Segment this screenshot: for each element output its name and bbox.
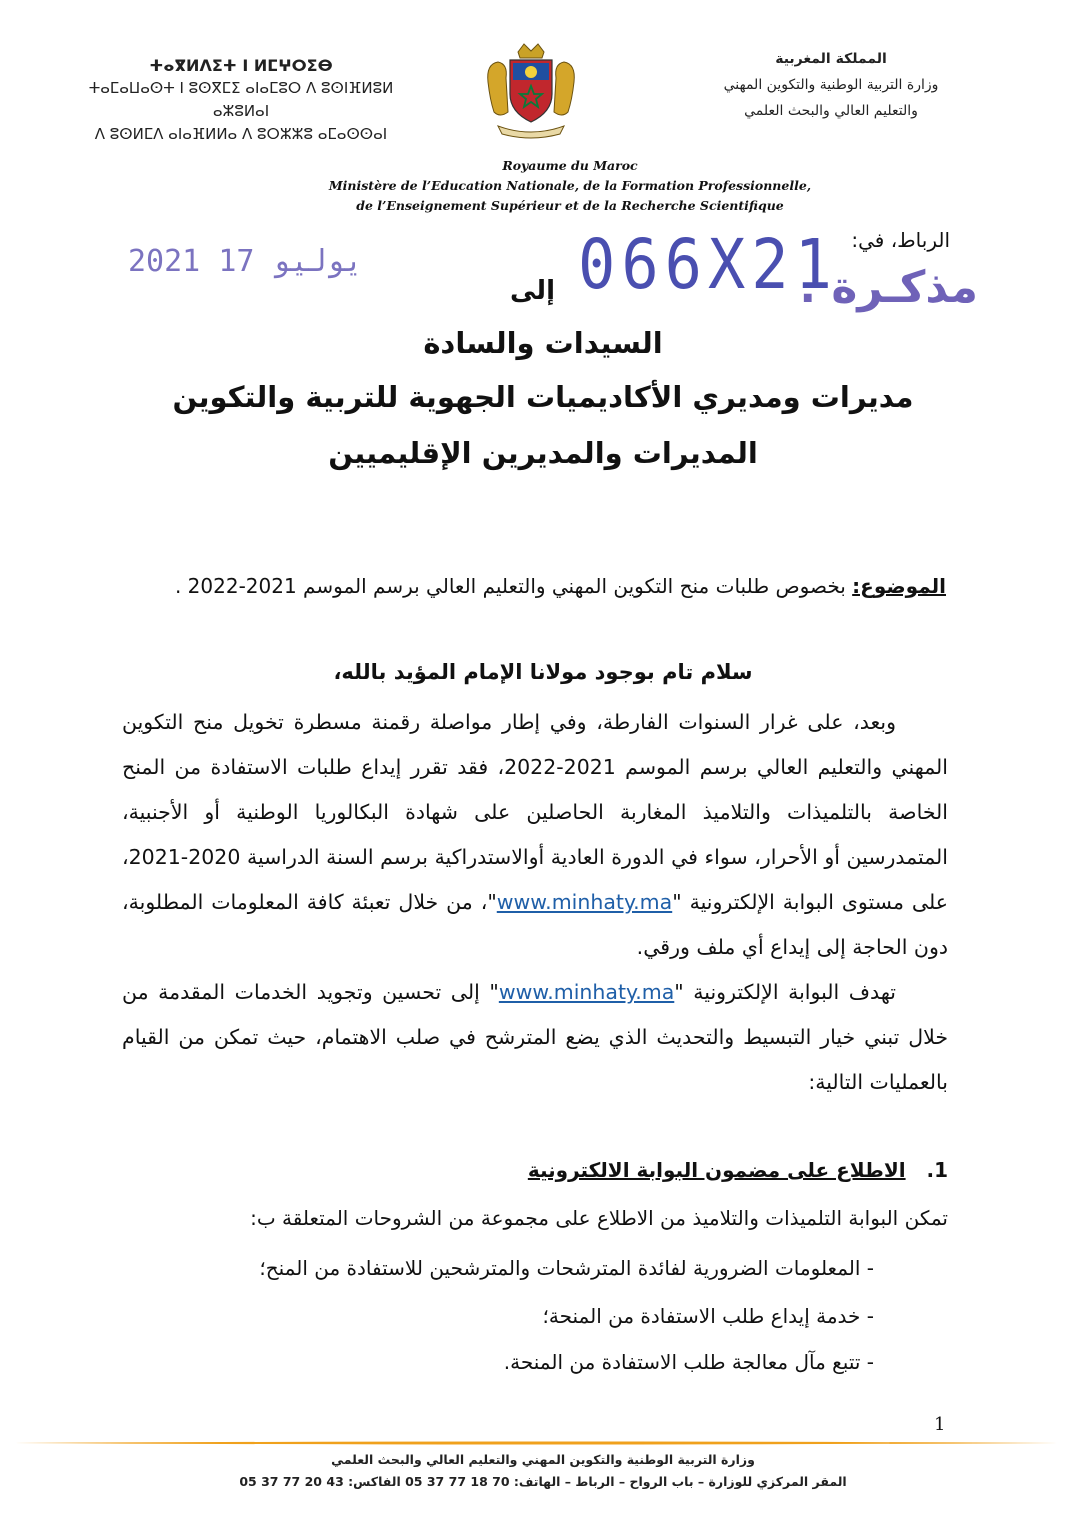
memo-stamp-word: مذكـرة . — [799, 262, 978, 313]
coat-of-arms-emblem — [480, 42, 582, 142]
list-item: - تتبع مآل معالجة طلب الاستفادة من المنحة. — [503, 1350, 874, 1374]
footer-address: المقر المركزي للوزارة – باب الرواح – الرباط – الهاتف: 70 18 77 37 05 الفاكس: 43 20 77 37 05 — [239, 1474, 847, 1489]
paragraph-2-text-a: تهدف البوابة الإلكترونية " — [674, 980, 896, 1004]
tifinagh-header — [66, 54, 416, 146]
list-item: - خدمة إيداع طلب الاستفادة من المنحة؛ — [542, 1304, 874, 1328]
paragraph-2-text-b: " إلى تحسين وتجويد الخدمات المقدمة من خلال تبني خيار التبسيط والتحديث الذي يضع المترشح في صلب الاهتمام، حيث تمكن من القيام بالعمليات التالية: — [122, 980, 948, 1094]
french-header — [200, 156, 940, 216]
section-1-title: الاطلاع على مضمون البوابة الالكترونية — [527, 1158, 906, 1182]
french-header-line-1: Royaume du Maroc — [502, 158, 638, 173]
portal-link-2[interactable]: www.minhaty.ma — [498, 980, 675, 1004]
subject-label: الموضوع: — [852, 574, 946, 598]
section-1-number: 1. — [926, 1158, 948, 1182]
arabic-header-line-3: والتعليم العالي والبحث العلمي — [744, 103, 918, 119]
tifinagh-line-3: ⴷ ⵓⵙⵍⵎⴷ ⴰⵏⴰⴼⵍⵍⴰ ⴷ ⵓⵔⵣⵣⵓ ⴰⵎⴰⵙⵙⴰⵏ — [94, 125, 388, 143]
list-item: - المعلومات الضرورية لفائدة المترشحات والمترشحين للاستفادة من المنح؛ — [259, 1256, 874, 1280]
french-header-line-3: de l’Enseignement Supérieur et de la Recherche Scientifique — [356, 198, 784, 213]
footer-divider — [14, 1440, 1058, 1446]
paragraph-1-text-b: "، من خلال تعبئة كافة المعلومات المطلوبة، دون الحاجة إلى إيداع أي ملف ورقي. — [122, 890, 948, 959]
paragraph-2 — [122, 970, 948, 1105]
tifinagh-line-1: ⵜⴰⴳⵍⴷⵉⵜ ⵏ ⵍⵎⵖⵔⵉⴱ — [149, 56, 333, 75]
addressee-line-3: المديرات والمديرين الإقليميين — [328, 436, 758, 470]
french-header-line-2: Ministère de l’Education Nationale, de la Formation Professionnelle, — [328, 178, 812, 193]
subject-line — [126, 574, 946, 598]
tifinagh-line-2: ⵜⴰⵎⴰⵡⴰⵙⵜ ⵏ ⵓⵙⴳⵎⵉ ⴰⵏⴰⵎⵓⵔ ⴷ ⵓⵙⵏⴼⵍⵓⵍ ⴰⵣⵓⵍⴰⵏ — [88, 79, 394, 120]
memo-number-stamp: 066X21 — [578, 224, 838, 305]
paragraph-1 — [122, 700, 948, 970]
arabic-header-line-1: المملكة المغربية — [775, 51, 887, 67]
arabic-header-line-2: وزارة التربية الوطنية والتكوين المهني — [723, 77, 939, 93]
portal-link[interactable]: www.minhaty.ma — [496, 890, 673, 914]
footer-ministry: وزارة التربية الوطنية والتكوين المهني والتعليم العالي والبحث العلمي — [331, 1452, 755, 1467]
date-stamp: 2021 يوليو 17 — [128, 244, 363, 279]
section-1-heading — [528, 1158, 948, 1182]
addressee-line-1: السيدات والسادة — [423, 326, 663, 360]
addressee-line-2: مديرات ومديري الأكاديميات الجهوية للتربية والتكوين — [172, 380, 914, 414]
arabic-header — [716, 46, 946, 124]
place-and-date-label: الرباط، في: — [851, 228, 950, 252]
recipient-prefix: إلى — [510, 276, 555, 306]
subject-text: بخصوص طلبات منح التكوين المهني والتعليم العالي برسم الموسم 2021-2022 . — [174, 574, 853, 598]
coat-of-arms-icon — [480, 42, 582, 142]
section-1-intro: تمكن البوابة التلميذات والتلاميذ من الاطلاع على مجموعة من الشروحات المتعلقة ب: — [250, 1206, 948, 1230]
paragraph-1-text-a: وبعد، على غرار السنوات الفارطة، وفي إطار مواصلة رقمنة مسطرة تخويل منح التكوين المهني والتعليم العالي برسم الموسم 2021-2022، فقد تقرر إيداع طلبات الاستفادة من المنح الخاصة بالتلميذات والتلاميذ المغاربة الحاصلين على شهادة البكالوريا الوطنية أو الأجنبية، المتمدرسين أو الأحرار، سواء في الدورة العادية أوالاستدراكية برسم السنة الدراسية 2020-2021، على مستوى البوابة الإلكترونية " — [122, 710, 948, 914]
page-number: 1 — [934, 1414, 946, 1435]
greeting: سلام تام بوجود مولانا الإمام المؤيد بالله، — [333, 660, 753, 684]
